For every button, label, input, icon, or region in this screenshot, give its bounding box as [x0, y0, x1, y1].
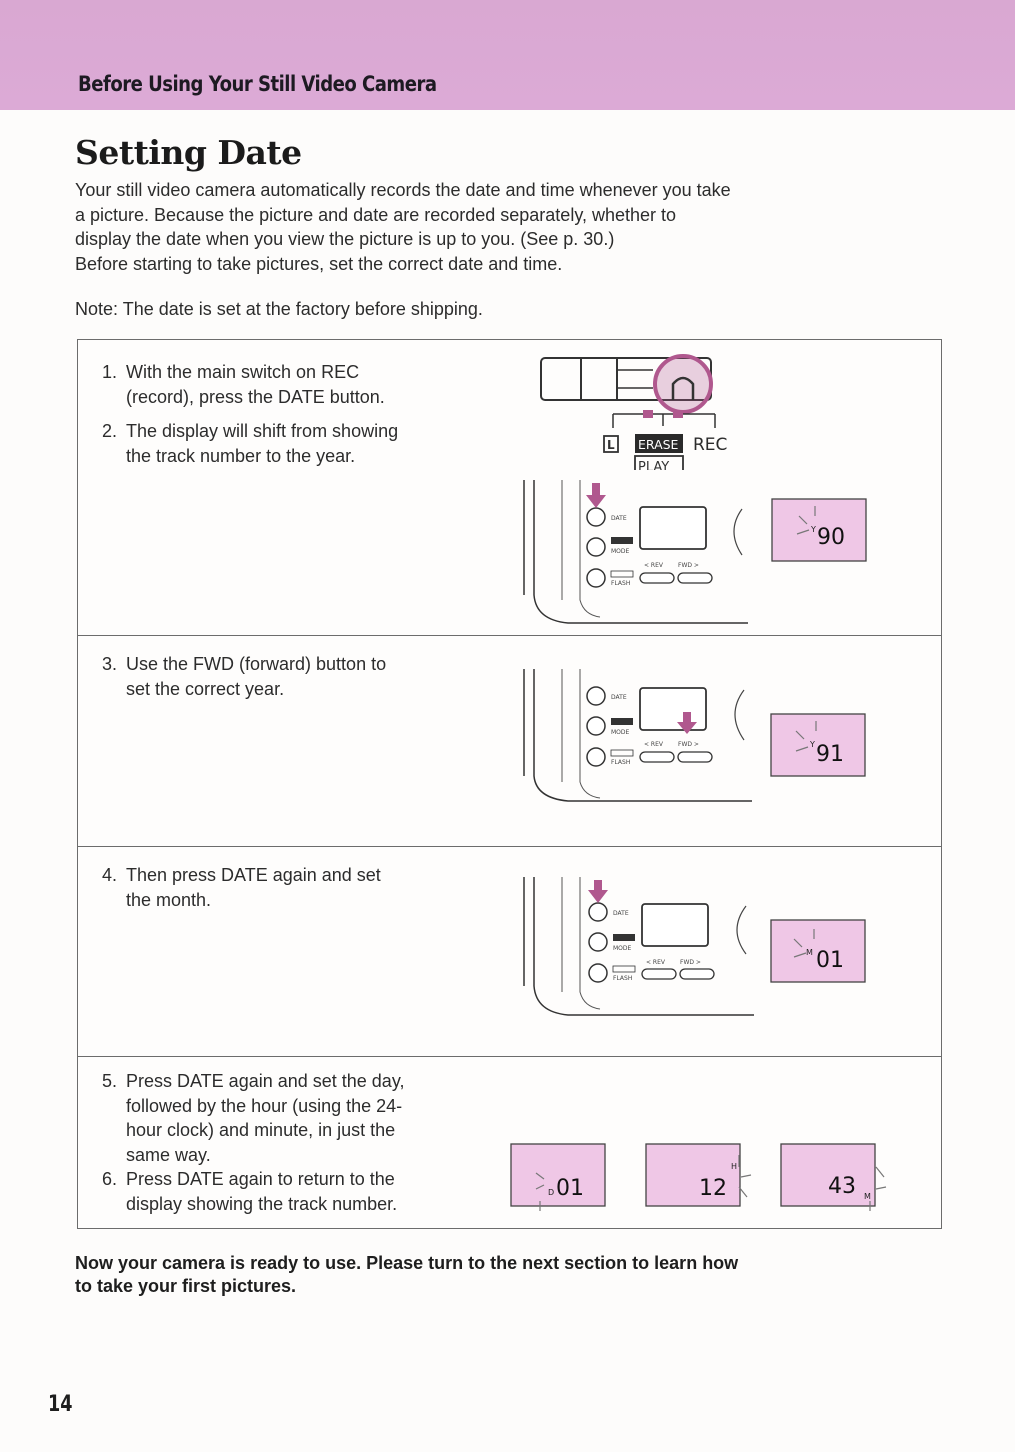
- intro-line: Your still video camera automatically records the date and time whenever you take: [75, 180, 731, 200]
- step-text-4: [100, 863, 460, 922]
- date-button: [587, 508, 605, 526]
- lock-label: L: [607, 438, 615, 452]
- svg-text:FWD >: FWD >: [678, 562, 699, 569]
- camera-panel-illustration: [518, 664, 758, 809]
- rec-label: REC: [693, 435, 728, 455]
- svg-text:M: M: [806, 948, 813, 957]
- step-3: 3. Use the FWD (forward) button to set the correct year.: [102, 654, 387, 699]
- svg-text:FLASH: FLASH: [613, 975, 633, 982]
- svg-text:90: 90: [817, 525, 845, 550]
- display-window: [642, 904, 708, 946]
- step-text-1-2: [100, 360, 460, 478]
- svg-text:FLASH: FLASH: [611, 759, 631, 766]
- svg-text:M: M: [864, 1192, 871, 1201]
- step-text-3: [100, 652, 460, 711]
- rev-button: [640, 573, 674, 583]
- date-button: [589, 903, 607, 921]
- step-box-3: [77, 635, 942, 847]
- lcd-hour-12: [645, 1143, 755, 1218]
- page-number: 14: [48, 1392, 73, 1417]
- svg-text:FWD >: FWD >: [678, 741, 699, 748]
- lcd-day-01: [510, 1143, 610, 1218]
- svg-text:MODE: MODE: [611, 548, 630, 555]
- svg-text:FLASH: FLASH: [611, 580, 631, 587]
- svg-text:43: 43: [828, 1174, 856, 1199]
- svg-text:DATE: DATE: [611, 515, 627, 522]
- date-button: [587, 687, 605, 705]
- mode-button: [587, 717, 605, 735]
- factory-note: Note: The date is set at the factory before shipping.: [75, 299, 483, 319]
- rev-button: [642, 969, 676, 979]
- page-title: Setting Date: [75, 133, 302, 172]
- fwd-button: [678, 573, 712, 583]
- svg-text:< REV: < REV: [646, 959, 665, 966]
- svg-text:MODE: MODE: [611, 729, 630, 736]
- mode-button: [587, 538, 605, 556]
- step-box-4: [77, 846, 942, 1057]
- main-switch-illustration: [533, 350, 743, 470]
- svg-text:01: 01: [816, 948, 844, 973]
- svg-text:01: 01: [556, 1176, 584, 1201]
- section-title: Before Using Your Still Video Camera: [78, 72, 437, 96]
- step-5: 5. Press DATE again and set the day, followed by the hour (using the 24- hour clock) and minute, in just the same way.: [102, 1071, 405, 1165]
- closing-paragraph: [75, 1252, 835, 1298]
- svg-text:D: D: [548, 1188, 555, 1197]
- svg-text:Y: Y: [810, 740, 815, 749]
- fwd-button: [680, 969, 714, 979]
- closing-line: Now your camera is ready to use. Please turn to the next section to learn how: [75, 1253, 739, 1273]
- svg-text:FWD >: FWD >: [680, 959, 701, 966]
- erase-label: ERASE: [638, 437, 679, 452]
- display-window: [640, 507, 706, 549]
- lcd-year-91: [770, 713, 868, 784]
- svg-text:12: 12: [699, 1176, 727, 1201]
- step-2: 2. The display will shift from showing the track number to the year.: [102, 421, 399, 466]
- svg-text:Y: Y: [811, 525, 816, 534]
- step-4: 4. Then press DATE again and set the month.: [102, 865, 381, 910]
- mode-button: [589, 933, 607, 951]
- flash-button: [589, 964, 607, 982]
- svg-text:< REV: < REV: [644, 562, 663, 569]
- svg-text:DATE: DATE: [613, 910, 629, 917]
- intro-line: Before starting to take pictures, set the correct date and time.: [75, 253, 563, 274]
- step-box-1-2: [77, 339, 942, 636]
- switch-highlight-circle: [655, 356, 711, 412]
- step-1: 1. With the main switch on REC (record), press the DATE button.: [102, 362, 385, 407]
- intro-paragraph: [75, 178, 855, 276]
- svg-text:H: H: [731, 1162, 738, 1171]
- closing-line: to take your first pictures.: [75, 1276, 297, 1296]
- fwd-button: [678, 752, 712, 762]
- lcd-month-01: [770, 919, 868, 990]
- svg-text:DATE: DATE: [611, 694, 627, 701]
- svg-text:MODE: MODE: [613, 945, 632, 952]
- rev-button: [640, 752, 674, 762]
- lcd-minute-43: [780, 1143, 890, 1218]
- camera-panel-illustration: [518, 475, 758, 630]
- press-arrow: [592, 483, 600, 497]
- play-label: PLAY: [638, 460, 670, 470]
- step-box-5-6: [77, 1056, 942, 1229]
- svg-text:< REV: < REV: [644, 741, 663, 748]
- flash-button: [587, 748, 605, 766]
- display-window: [640, 688, 706, 730]
- camera-panel-illustration: [518, 872, 758, 1022]
- svg-text:91: 91: [816, 742, 844, 767]
- flash-button: [587, 569, 605, 587]
- lcd-year-90: [771, 498, 869, 569]
- intro-line: display the date when you view the picture is up to you. (See p. 30.): [75, 229, 615, 249]
- step-text-5-6: [100, 1069, 470, 1216]
- intro-line: a picture. Because the picture and date are recorded separately, whether to: [75, 204, 677, 225]
- step-6: 6. Press DATE again to return to the display showing the track number.: [102, 1169, 398, 1214]
